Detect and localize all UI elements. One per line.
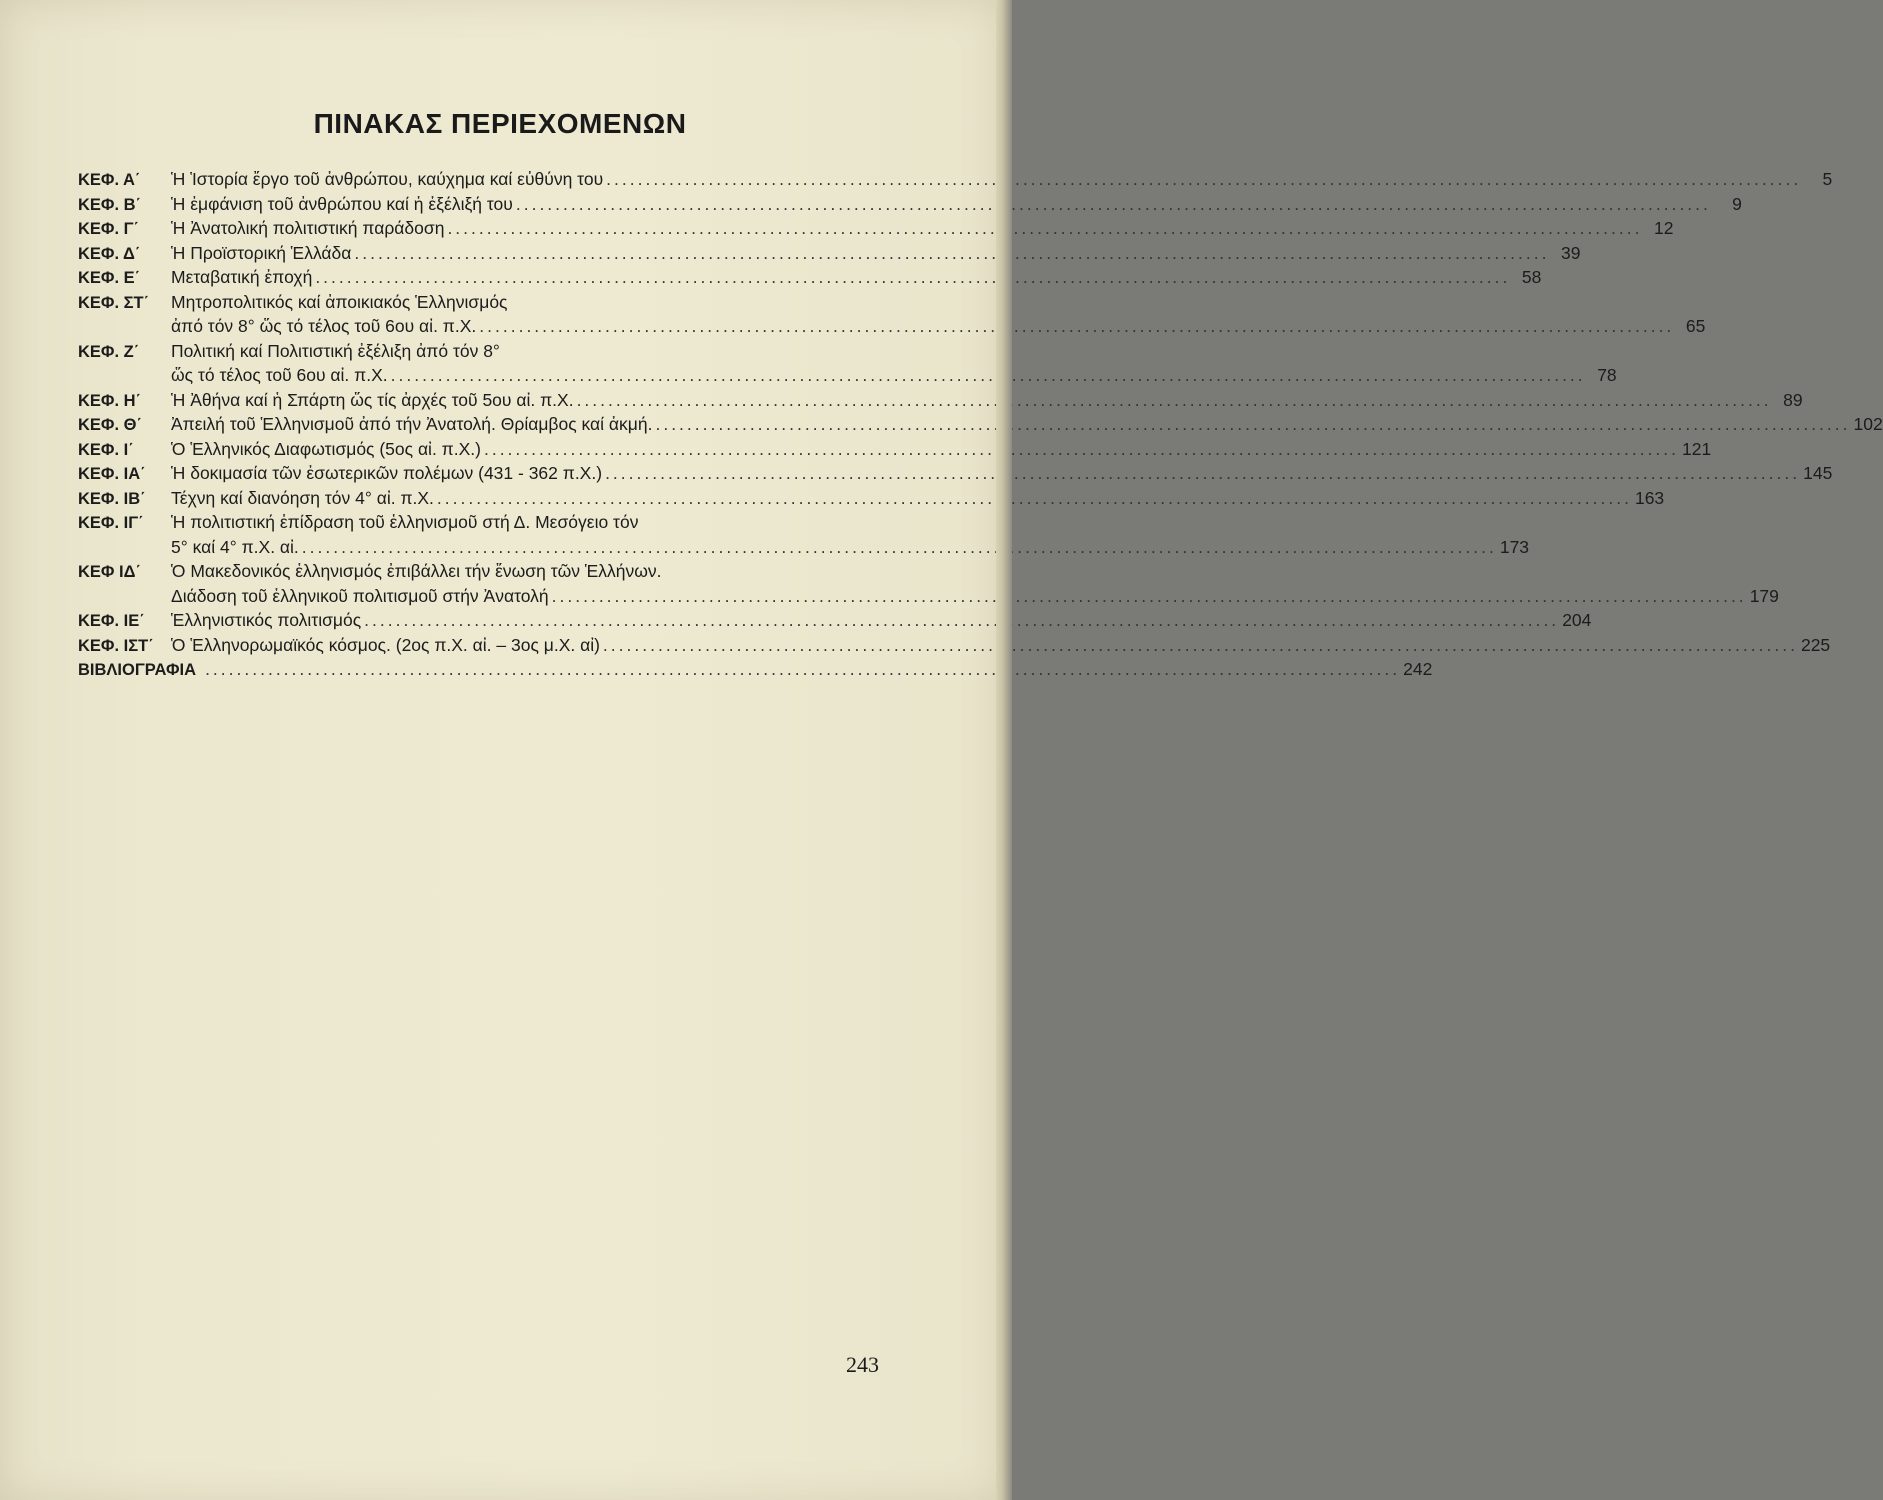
toc-entry-id (78, 559, 880, 584)
chapter-label: ΚΕΦ. Θ΄ (78, 416, 142, 434)
chapter-title: Ὁ Μακεδονικός ἑλληνισμός ἐπιβάλλει τήν ἕνωση τῶν Ἑλλήνων. (171, 561, 662, 581)
chapter-title: Ἡ Προϊστορική Ἑλλάδα (171, 242, 352, 263)
chapter-label: ΚΕΦ. Γ΄ (78, 220, 140, 238)
dot-leader (205, 657, 1400, 682)
page-ref: 145 (1803, 463, 1833, 483)
dot-leader (655, 412, 1850, 437)
toc-entry-id-cont (78, 584, 1779, 609)
toc-entry-a (78, 167, 1833, 192)
page-ref: 39 (1560, 242, 1581, 263)
chapter-label: ΚΕΦ. ΙΕ΄ (78, 612, 145, 630)
page-ref: 65 (1685, 316, 1706, 336)
toc-entry-z (78, 339, 880, 364)
page-ref: 242 (1403, 659, 1433, 679)
dot-leader (479, 314, 1674, 339)
chapter-title: Ἡ Ἀθήνα καί ἡ Σπάρτη ὥς τίς ἀρχές τοῦ 5ου αἰ. π.Χ. (171, 389, 574, 410)
chapter-title: Ἡ Ἱστορία ἔργο τοῦ ἀνθρώπου, καύχημα καί εὐθύνη του (171, 169, 604, 189)
dot-leader (516, 192, 1711, 217)
chapter-title-cont: ἀπό τόν 8° ὥς τό τέλος τοῦ 6ου αἰ. π.Χ. (171, 316, 477, 336)
page-ref: 179 (1749, 585, 1779, 606)
chapter-title: Ἀπειλή τοῦ Ἑλληνισμοῦ ἀπό τήν Ἀνατολή. Θρίαμβος καί ἀκμή. (171, 414, 653, 434)
chapter-title: Ἡ δοκιμασία τῶν ἐσωτερικῶν πολέμων (431 - 362 π.Χ.) (171, 463, 603, 483)
chapter-title: Ὁ Ἑλληνορωμαϊκός κόσμος. (2ος π.Χ. αἰ. – 3ος μ.Χ. αἰ) (171, 634, 600, 655)
page-title: ΠΙΝΑΚΑΣ ΠΕΡΙΕΧΟΜΕΝΩΝ (313, 108, 687, 139)
chapter-title: Ὁ Ἑλληνικός Διαφωτισμός (5ος αἰ. π.Χ.) (171, 438, 481, 459)
bibliography-label: ΒΙΒΛΙΟΓΡΑΦΙΑ (78, 661, 197, 679)
toc-entry-g (78, 216, 1674, 241)
chapter-label: ΚΕΦ. ΙΑ΄ (78, 465, 146, 483)
page-ref: 9 (1732, 193, 1742, 214)
page-number: 243 (846, 1352, 879, 1377)
toc-entry-bibliography (78, 657, 1433, 682)
page-ref: 12 (1654, 218, 1674, 238)
toc-entry-i (78, 437, 1712, 462)
toc-entry-ist (78, 633, 1831, 658)
toc-entry-d (78, 241, 1581, 266)
chapter-label: ΚΕΦ. Ι΄ (78, 440, 134, 459)
dot-leader (603, 633, 1798, 658)
dot-leader (315, 265, 1510, 290)
dot-leader (605, 461, 1800, 486)
page-ref: 121 (1682, 438, 1712, 459)
chapter-title: Ἑλληνιστικός πολιτισμός (171, 610, 362, 630)
toc-entry-ig (78, 510, 880, 535)
chapter-title: Μητροπολιτικός καί ἀποικιακός Ἑλληνισμός (171, 291, 508, 312)
page-ref: 78 (1597, 365, 1617, 385)
page-ref: 58 (1521, 267, 1542, 287)
toc-entry-b (78, 192, 1742, 217)
chapter-label: ΚΕΦ. Ζ΄ (78, 342, 140, 361)
toc-entry-st-cont (78, 314, 1706, 339)
dot-leader (606, 167, 1801, 192)
page-ref: 173 (1499, 536, 1530, 557)
page-ref: 225 (1800, 634, 1831, 655)
chapter-label: ΚΕΦ. ΙΣΤ΄ (78, 636, 154, 655)
dot-leader (354, 241, 1549, 266)
dot-leader (447, 216, 1642, 241)
chapter-title-cont: ὥς τό τέλος τοῦ 6ου αἰ. π.Χ. (171, 365, 388, 385)
chapter-title-cont: 5° καί 4° π.Χ. αἰ. (171, 536, 299, 557)
chapter-label: ΚΕΦ. Η΄ (78, 391, 142, 410)
dot-leader (364, 608, 1559, 633)
toc-entry-e (78, 265, 1542, 290)
chapter-title: Ἡ Ἀνατολική πολιτιστική παράδοση (171, 218, 445, 238)
page-edge (996, 0, 1012, 1500)
chapter-label: ΚΕΦ. Α΄ (78, 171, 141, 189)
toc-entry-h (78, 388, 1803, 413)
chapter-label: ΚΕΦ. ΙΓ΄ (78, 514, 144, 532)
chapter-label: ΚΕΦ. Β΄ (78, 195, 142, 214)
toc-entry-ib (78, 486, 1665, 511)
dot-leader (437, 486, 1632, 511)
dot-leader (302, 535, 1497, 560)
page-ref: 89 (1783, 389, 1803, 410)
toc-entry-ia (78, 461, 1833, 486)
dot-leader (391, 363, 1586, 388)
toc-entry-z-cont (78, 363, 1617, 388)
dot-leader (577, 388, 1772, 413)
chapter-title-cont: Διάδοση τοῦ ἑλληνικοῦ πολιτισμοῦ στήν Ἀνατολή (171, 585, 549, 606)
chapter-label: ΚΕΦ ΙΔ΄ (78, 563, 141, 581)
toc-entry-th (78, 412, 1883, 437)
chapter-title: Πολιτική καί Πολιτιστική ἐξέλιξη ἀπό τόν 8° (171, 340, 500, 361)
toc-entry-ie (78, 608, 1592, 633)
chapter-title: Τέχνη καί διανόηση τόν 4° αἰ. π.Χ. (171, 487, 434, 508)
chapter-title: Μεταβατική ἐποχή (171, 267, 313, 287)
toc-entry-ig-cont (78, 535, 1530, 560)
chapter-label: ΚΕΦ. Δ΄ (78, 244, 141, 263)
chapter-label: ΚΕΦ. ΣΤ΄ (78, 293, 150, 312)
chapter-label: ΚΕΦ. ΙΒ΄ (78, 489, 146, 508)
page-ref: 204 (1562, 610, 1592, 630)
chapter-title: Ἡ πολιτιστική ἐπίδραση τοῦ ἑλληνισμοῦ στή Δ. Μεσόγειο τόν (171, 512, 639, 532)
page-ref: 163 (1634, 487, 1665, 508)
dot-leader (484, 437, 1679, 462)
page-ref: 102 (1853, 414, 1883, 434)
dot-leader (552, 584, 1747, 609)
toc-entry-st (78, 290, 880, 315)
chapter-label: ΚΕΦ. Ε΄ (78, 269, 141, 287)
page-ref: 5 (1822, 169, 1833, 189)
chapter-title: Ἡ ἐμφάνιση τοῦ ἀνθρώπου καί ἡ ἐξέλιξή του (171, 193, 513, 214)
table-of-contents (78, 167, 1883, 682)
